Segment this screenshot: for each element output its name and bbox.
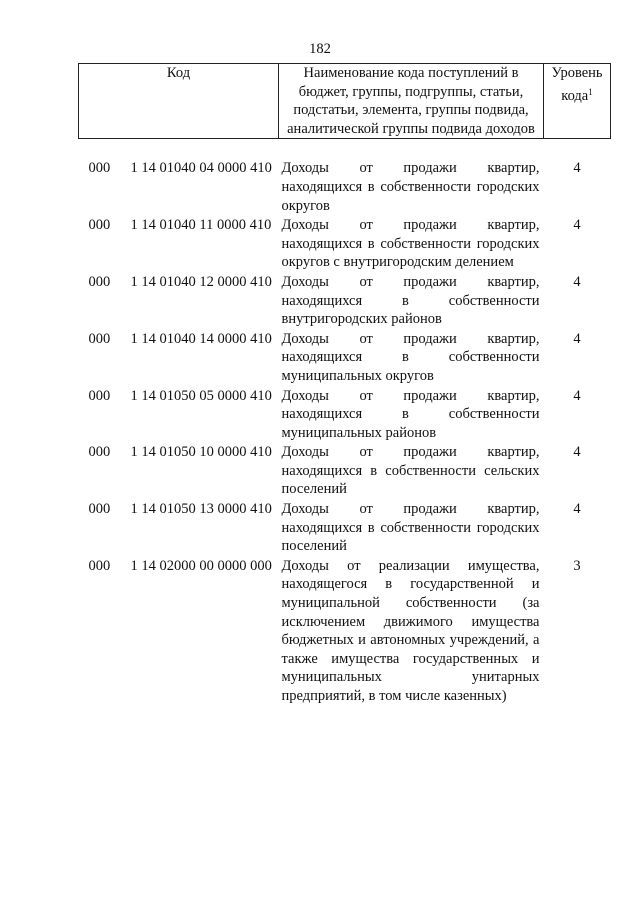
header-name-label: Наименование кода поступлений в бюджет, группы, подгруппы, статьи, подстатьи, элемента, группы подвида, аналитической группы подвида доходов: [287, 65, 535, 137]
header-level: [544, 64, 611, 139]
revenue-name: Доходы от продажи квартир, находящихся в собственности муниципальных районов: [281, 387, 540, 441]
code-cell: [79, 443, 279, 500]
header-code-label: Код: [166, 65, 191, 81]
code-level: 4: [573, 501, 581, 518]
table-row: [79, 216, 611, 273]
revenue-name: Доходы от продажи квартир, находящихся в собственности городских округов: [281, 160, 540, 214]
header-code: [79, 64, 279, 139]
code-cell: [79, 557, 279, 707]
table-row: [79, 273, 611, 330]
revenue-code: 1 14 01050 13 0000 410: [130, 501, 272, 518]
code-level: 4: [573, 387, 581, 404]
revenue-name: Доходы от продажи квартир, находящихся в собственности городских поселений: [281, 501, 540, 555]
code-level: 4: [573, 217, 581, 234]
revenue-code: 1 14 02000 00 0000 000: [130, 557, 272, 574]
code-level: 4: [573, 330, 581, 347]
admin-code: 000: [88, 330, 111, 347]
admin-code: 000: [88, 444, 111, 461]
admin-code: 000: [88, 217, 111, 234]
table-body: [79, 139, 611, 707]
revenue-code: 1 14 01040 12 0000 410: [130, 273, 272, 290]
code-level: 4: [573, 160, 581, 177]
revenue-name: Доходы от продажи квартир, находящихся в собственности городских округов с внутригородским делением: [281, 217, 540, 271]
code-level: 4: [573, 273, 581, 290]
table-spacer: [79, 139, 611, 160]
page-number: 182: [309, 41, 331, 57]
code-cell: [79, 273, 279, 330]
table-row: [79, 500, 611, 557]
code-cell: [79, 500, 279, 557]
admin-code: 000: [88, 501, 111, 518]
code-cell: [79, 330, 279, 387]
table-row: [79, 330, 611, 387]
table-header: [79, 64, 611, 139]
header-name: [279, 64, 544, 139]
revenue-code: 1 14 01040 11 0000 410: [130, 217, 272, 234]
table-row: [79, 557, 611, 707]
revenue-name: Доходы от продажи квартир, находящихся в собственности внутригородских районов: [281, 273, 540, 328]
revenue-name: Доходы от продажи квартир, находящихся в собственности сельских поселений: [281, 444, 540, 498]
admin-code: 000: [88, 273, 111, 290]
code-cell: [79, 159, 279, 216]
revenue-code: 1 14 01040 14 0000 410: [130, 330, 272, 347]
revenue-codes-table: [78, 63, 611, 707]
code-cell: [79, 387, 279, 444]
admin-code: 000: [88, 557, 111, 574]
table-row: [79, 443, 611, 500]
table-row: [79, 387, 611, 444]
revenue-code: 1 14 01040 04 0000 410: [130, 160, 272, 177]
footnote-marker: 1: [588, 86, 593, 97]
admin-code: 000: [88, 160, 111, 177]
revenue-code: 1 14 01050 05 0000 410: [130, 387, 272, 404]
header-level-label: Уровень кода: [551, 65, 603, 104]
revenue-name: Доходы от продажи квартир, находящихся в собственности муниципальных округов: [281, 330, 540, 384]
code-level: 3: [573, 557, 581, 574]
revenue-code: 1 14 01050 10 0000 410: [130, 444, 272, 461]
admin-code: 000: [88, 387, 111, 404]
revenue-name: Доходы от реализации имущества, находящегося в государственной и муниципальной собственности (за исключением движимого имущества бюджетных и автономных учреждений, а также имущества государственных и муниципальных унитарных предприятий, в том числе казенных): [281, 557, 540, 704]
code-level: 4: [573, 444, 581, 461]
code-cell: [79, 216, 279, 273]
table-row: [79, 159, 611, 216]
